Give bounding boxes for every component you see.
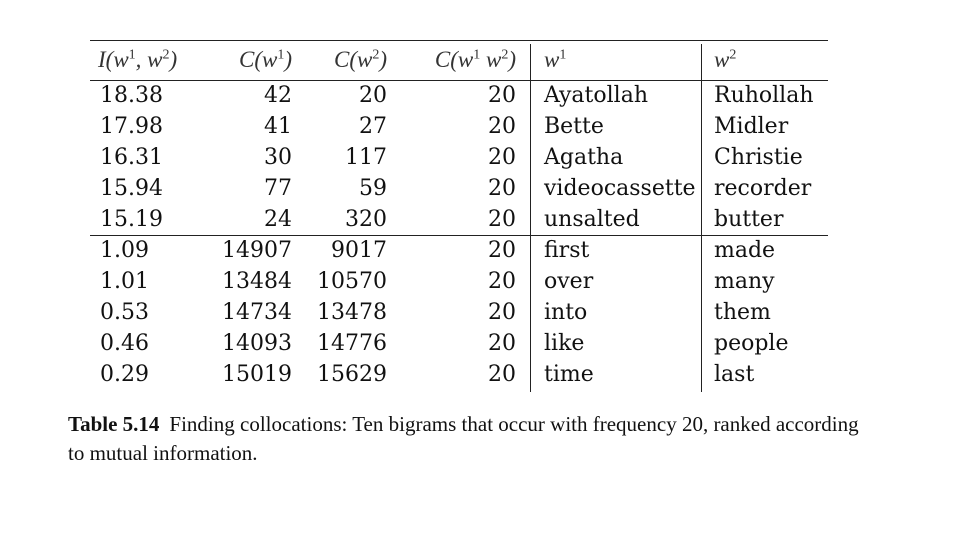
cell-count-w1: 14734 [222,300,292,325]
cell-count-w1: 30 [264,145,292,170]
caption-text: Finding collocations: Ten bigrams that occur with frequency 20, ranked according to mutual information. [68,412,859,465]
cell-word1: unsalted [544,207,640,232]
cell-mutual-information: 16.31 [100,145,163,170]
cell-count-bigram: 20 [488,83,516,108]
collocation-table [90,40,828,390]
cell-count-w1: 77 [264,176,292,201]
cell-mutual-information: 0.53 [100,300,149,325]
cell-mutual-information: 1.09 [100,238,149,263]
cell-word2: Ruhollah [714,83,814,108]
header-count-w1: $C(w^1)$ [238,47,292,72]
table-row [90,328,828,359]
cell-word1: Bette [544,114,604,139]
table-body-bottom [90,235,828,390]
cell-word1: Ayatollah [544,83,648,108]
cell-count-w2: 10570 [317,269,387,294]
cell-word1: like [544,331,585,356]
header-count-bigram: $C(w^1$ $w^2$) [434,47,516,72]
cell-word1: over [544,269,594,294]
cell-word2: made [714,238,776,263]
cell-word2: Midler [714,114,789,139]
header-count-w2: $C(w^2)$ [333,47,387,72]
cell-word1: time [544,362,594,387]
cell-word1: videocassette [544,176,696,201]
cell-count-bigram: 20 [488,145,516,170]
cell-word1: Agatha [544,145,624,170]
table-body-top [90,80,828,235]
cell-count-w1: 14907 [222,238,292,263]
cell-count-w2: 13478 [317,300,387,325]
cell-word2: many [714,269,775,294]
cell-count-bigram: 20 [488,331,516,356]
column-separator-1 [530,44,531,392]
cell-mutual-information: 15.94 [100,176,163,201]
cell-word1: first [544,238,590,263]
cell-count-w1: 41 [264,114,292,139]
table-row [90,142,828,173]
cell-word2: Christie [714,145,803,170]
table-row [90,359,828,390]
table-row [90,80,828,111]
cell-word2: last [714,362,755,387]
table-row [90,235,828,266]
cell-word2: recorder [714,176,812,201]
cell-mutual-information: 1.01 [100,269,149,294]
column-separator-2 [701,44,702,392]
cell-word1: into [544,300,588,325]
cell-count-bigram: 20 [488,207,516,232]
cell-count-w1: 15019 [222,362,292,387]
table-header-row [90,40,828,80]
cell-count-bigram: 20 [488,114,516,139]
cell-count-w1: 14093 [222,331,292,356]
table-row [90,266,828,297]
cell-count-bigram: 20 [488,238,516,263]
cell-count-bigram: 20 [488,362,516,387]
cell-mutual-information: 0.46 [100,331,149,356]
cell-mutual-information: 17.98 [100,114,163,139]
cell-mutual-information: 15.19 [100,207,163,232]
cell-count-w1: 24 [264,207,292,232]
cell-count-w2: 59 [359,176,387,201]
header-mutual-information: $I(w^1$, $w^2$) [98,47,178,72]
caption-label: Table 5.14 [68,412,160,436]
cell-count-w2: 14776 [317,331,387,356]
cell-count-w2: 27 [359,114,387,139]
cell-mutual-information: 18.38 [100,83,163,108]
cell-count-w1: 13484 [222,269,292,294]
table-row [90,297,828,328]
cell-count-w2: 9017 [331,238,387,263]
cell-count-w2: 20 [359,83,387,108]
cell-count-bigram: 20 [488,176,516,201]
cell-count-w2: 15629 [317,362,387,387]
table-row [90,204,828,235]
cell-count-bigram: 20 [488,300,516,325]
table-caption [68,410,868,468]
cell-count-w2: 117 [345,145,387,170]
table-row [90,111,828,142]
cell-word2: butter [714,207,784,232]
table-row [90,173,828,204]
header-word2: $w^2$ [714,47,737,72]
cell-count-w1: 42 [264,83,292,108]
cell-word2: them [714,300,771,325]
header-word1: $w^1$ [544,47,567,72]
cell-word2: people [714,331,789,356]
cell-count-w2: 320 [345,207,387,232]
cell-mutual-information: 0.29 [100,362,149,387]
cell-count-bigram: 20 [488,269,516,294]
